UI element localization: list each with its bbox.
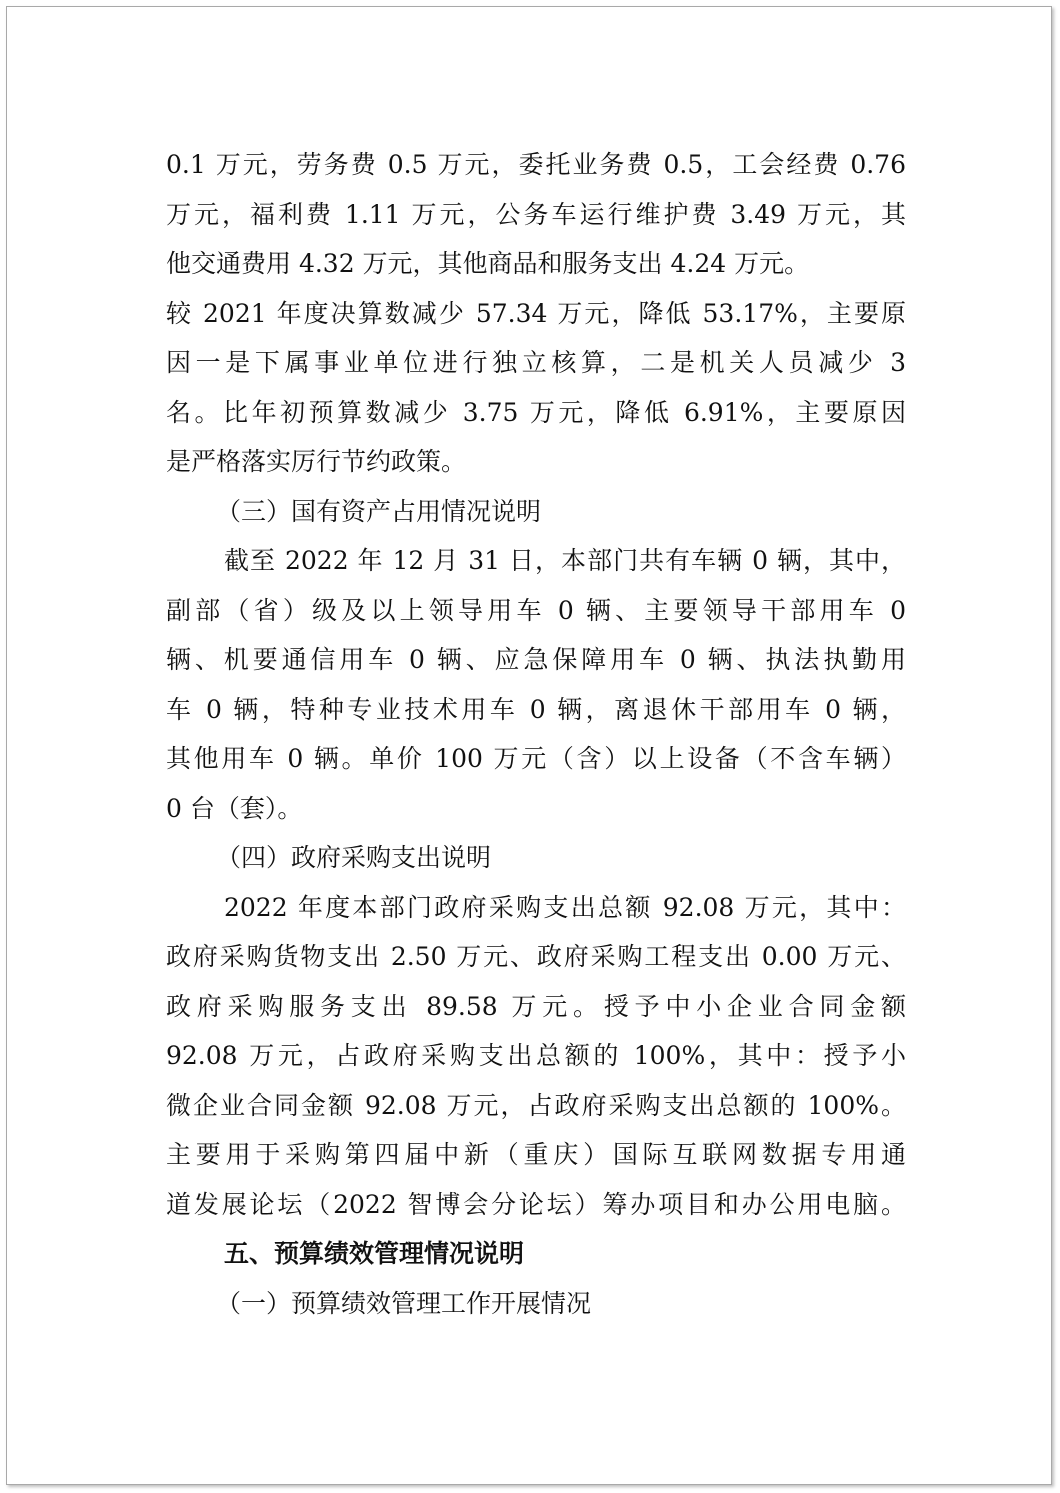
body-line: 2022 年度本部门政府采购支出总额 92.08 万元，其中： bbox=[224, 892, 906, 922]
section-heading-government-procurement: （四）政府采购支出说明 bbox=[216, 843, 492, 872]
body-line: 道发展论坛（2022 智博会分论坛）筹办项目和办公用电脑。 bbox=[166, 1189, 906, 1219]
body-line: 副部（省）级及以上领导用车 0 辆、主要领导干部用车 0 bbox=[166, 595, 906, 625]
body-line: 政府采购服务支出 89.58 万元。授予中小企业合同金额 bbox=[166, 991, 906, 1021]
body-line: 主要用于采购第四届中新（重庆）国际互联网数据专用通 bbox=[166, 1140, 906, 1169]
body-line: 是严格落实厉行节约政策。 bbox=[166, 447, 467, 476]
body-line: 微企业合同金额 92.08 万元，占政府采购支出总额的 100%。 bbox=[166, 1090, 906, 1120]
body-line: 截至 2022 年 12 月 31 日，本部门共有车辆 0 辆，其中， bbox=[224, 546, 906, 575]
section-heading-performance-work: （一）预算绩效管理工作开展情况 bbox=[216, 1288, 592, 1318]
body-line: 0.1 万元，劳务费 0.5 万元，委托业务费 0.5，工会经费 0.76 bbox=[166, 150, 906, 179]
body-line: 他交通费用 4.32 万元，其他商品和服务支出 4.24 万元。 bbox=[166, 249, 810, 278]
body-line: 车 0 辆，特种专业技术用车 0 辆，离退休干部用车 0 辆， bbox=[166, 694, 906, 724]
body-line: 政府采购货物支出 2.50 万元、政府采购工程支出 0.00 万元、 bbox=[166, 942, 906, 971]
body-line: 92.08 万元，占政府采购支出总额的 100%，其中：授予小 bbox=[166, 1041, 906, 1070]
body-line: 万元，福利费 1.11 万元，公务车运行维护费 3.49 万元，其 bbox=[166, 199, 906, 229]
body-line: 辆、机要通信用车 0 辆、应急保障用车 0 辆、执法执勤用 bbox=[166, 645, 906, 674]
chapter-heading-performance-management: 五、预算绩效管理情况说明 bbox=[224, 1239, 525, 1268]
body-line: 其他用车 0 辆。单价 100 万元（含）以上设备（不含车辆） bbox=[166, 744, 906, 773]
body-line: 名。比年初预算数减少 3.75 万元，降低 6.91%，主要原因 bbox=[166, 397, 906, 427]
body-line: 0 台（套）。 bbox=[166, 793, 303, 823]
body-line: 较 2021 年度决算数减少 57.34 万元，降低 53.17%，主要原 bbox=[166, 298, 906, 328]
body-line: 因一是下属事业单位进行独立核算，二是机关人员减少 3 bbox=[166, 348, 906, 377]
section-heading-state-assets: （三）国有资产占用情况说明 bbox=[216, 496, 542, 526]
document-body bbox=[166, 140, 906, 1328]
